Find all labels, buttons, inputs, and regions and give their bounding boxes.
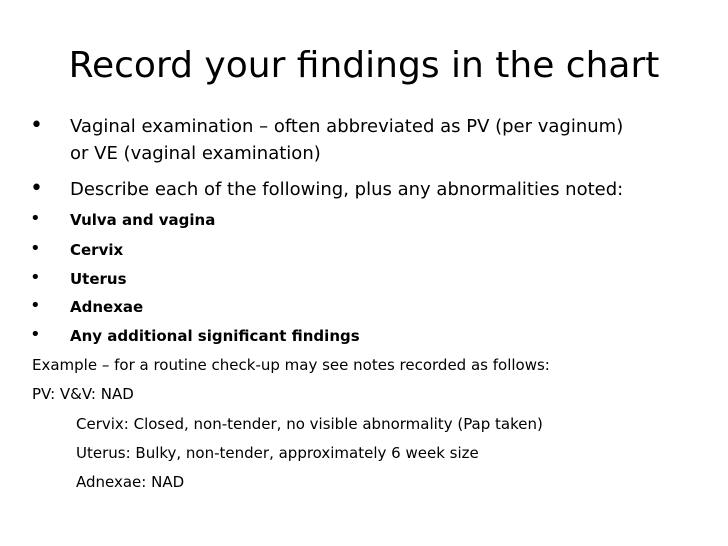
example-intro: Example – for a routine check-up may see notes recorded as follows: (32, 356, 550, 374)
bullet-text: Describe each of the following, plus any abnormalities noted: (70, 179, 624, 200)
bullet-marker: • (30, 113, 43, 138)
bullet-text: Cervix (70, 241, 124, 259)
example-uterus-line: Uterus: Bulky, non-tender, approximately 6 week size (76, 444, 479, 462)
example-adnexae-line: Adnexae: NAD (76, 473, 185, 491)
bullet-marker: • (30, 238, 41, 259)
slide-title: Record your findings in the chart (68, 45, 660, 86)
bullet-text-continued: or VE (vaginal examination) (70, 143, 321, 164)
bullet-marker: • (30, 295, 41, 316)
bullet-text: Uterus (70, 270, 127, 288)
bullet-marker: • (30, 324, 41, 345)
bullet-text: Adnexae (70, 298, 144, 316)
bullet-text: Any additional significant findings (70, 327, 360, 345)
bullet-text: Vaginal examination – often abbreviated as PV (per vaginum) (70, 116, 624, 137)
bullet-marker: • (30, 176, 43, 201)
example-pv-line: PV: V&V: NAD (32, 385, 134, 403)
bullet-marker: • (30, 208, 41, 229)
bullet-marker: • (30, 267, 41, 288)
example-cervix-line: Cervix: Closed, non-tender, no visible abnormality (Pap taken) (76, 415, 543, 433)
bullet-text: Vulva and vagina (70, 211, 216, 229)
